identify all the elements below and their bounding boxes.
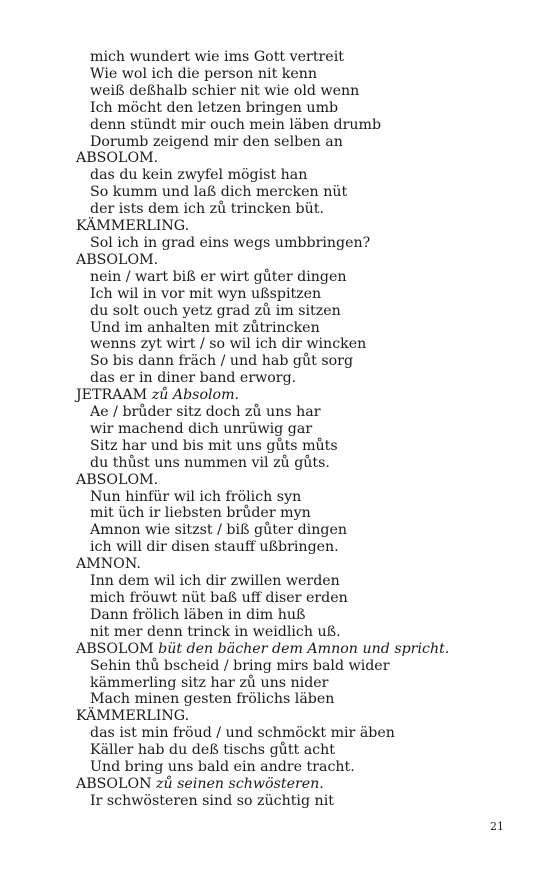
verse-line: weiß deßhalb schier nit wie old wenn	[90, 82, 360, 99]
verse-line: der ists dem ich zů trincken büt.	[90, 201, 324, 218]
verse-line: mich wundert wie ims Gott vertreit	[90, 49, 344, 65]
verse-line: So bis dann fräch / und hab gůt sorg	[90, 353, 354, 370]
speaker-name: ABSOLON	[76, 775, 152, 792]
verse-line: das er in diner band erworg.	[90, 370, 297, 387]
speaker-heading	[76, 776, 516, 793]
verse-line: nit mer denn trinck in weidlich uß.	[90, 623, 341, 640]
verse-line: du solt ouch yetz grad zů im sitzen	[90, 302, 341, 319]
speaker-name: ABSOLOM	[76, 640, 154, 657]
verse-line: Amnon wie sitzst / biß gůter dingen	[90, 522, 347, 539]
verse-line: Sol ich in grad eins wegs umbbringen?	[90, 234, 371, 251]
verse-line: Ae / brůder sitz doch zů uns har	[90, 404, 321, 421]
verse-line: kämmerling sitz har zů uns nider	[90, 674, 329, 691]
speaker-name: JETRAAM	[76, 387, 148, 404]
stage-direction: zů Absolom.	[151, 387, 240, 404]
speaker-name: KÄMMERLING.	[76, 708, 190, 725]
speaker-name: ABSOLOM.	[76, 251, 159, 268]
verse-line: Käller hab du deß tischs gůtt acht	[90, 742, 335, 759]
verse-line: Und bring uns bald ein andre tracht.	[90, 759, 355, 776]
speaker-heading	[76, 708, 516, 725]
verse-line: Dorumb zeigend mir den selben an	[90, 133, 343, 150]
speaker-heading	[76, 150, 516, 167]
verse-line: So kumm und laß dich mercken nüt	[90, 184, 348, 201]
speaker-heading	[76, 641, 516, 658]
verse-line: Sehin thů bscheid / bring mirs bald wider	[90, 657, 390, 674]
speaker-heading	[76, 387, 516, 404]
verse-line: denn stündt mir ouch mein läben drumb	[90, 116, 382, 133]
verse-line: das du kein zwyfel mögist han	[90, 167, 308, 184]
verse-line: wir machend dich unrüwig gar	[90, 420, 313, 437]
verse-line: Wie wol ich die person nit kenn	[90, 65, 318, 82]
verse-line: mich fröuwt nüt baß uff diser erden	[90, 590, 348, 606]
speaker-name: ABSOLOM.	[76, 471, 159, 488]
verse-line: Ich wil in vor mit wyn ußspitzen	[90, 285, 322, 302]
speaker-heading	[76, 472, 516, 489]
verse-line: Und im anhalten mit zůtrincken	[90, 319, 320, 336]
speaker-name: AMNON.	[76, 556, 141, 573]
verse-line: ich will dir disen stauff ußbringen.	[90, 539, 339, 556]
verse-line: das ist min fröud / und schmöckt mir äben	[90, 725, 395, 742]
verse-line: Ich möcht den letzen bringen umb	[90, 99, 339, 116]
verse-line: Nun hinfür wil ich frölich syn	[90, 488, 302, 505]
speaker-heading	[76, 556, 516, 573]
stage-direction: büt den bächer dem Amnon und spricht.	[158, 640, 450, 657]
speaker-heading	[76, 252, 516, 269]
verse-line: Inn dem wil ich dir zwillen werden	[90, 573, 340, 590]
text-block	[76, 49, 516, 810]
verse-line: wenns zyt wirt / so wil ich dir wincken	[90, 336, 367, 353]
speaker-name: KÄMMERLING.	[76, 218, 190, 235]
stage-direction: zů seinen schwösteren.	[156, 775, 324, 792]
speaker-heading	[76, 218, 516, 235]
verse-line: Dann frölich läben in dim huß	[90, 606, 306, 623]
verse-line: nein / wart biß er wirt gůter dingen	[90, 268, 347, 285]
verse-line: Ir schwösteren sind so züchtig nit	[90, 792, 334, 809]
speaker-name: ABSOLOM.	[76, 150, 159, 167]
verse-line: mit üch ir liebsten brůder myn	[90, 505, 311, 522]
verse-line: Mach minen gesten frölichs läben	[90, 691, 335, 708]
page-number: 21	[490, 820, 504, 833]
verse-line: Sitz har und bis mit uns gůts můts	[90, 437, 338, 454]
verse-line: du thůst uns nummen vil zů gůts.	[90, 454, 330, 471]
